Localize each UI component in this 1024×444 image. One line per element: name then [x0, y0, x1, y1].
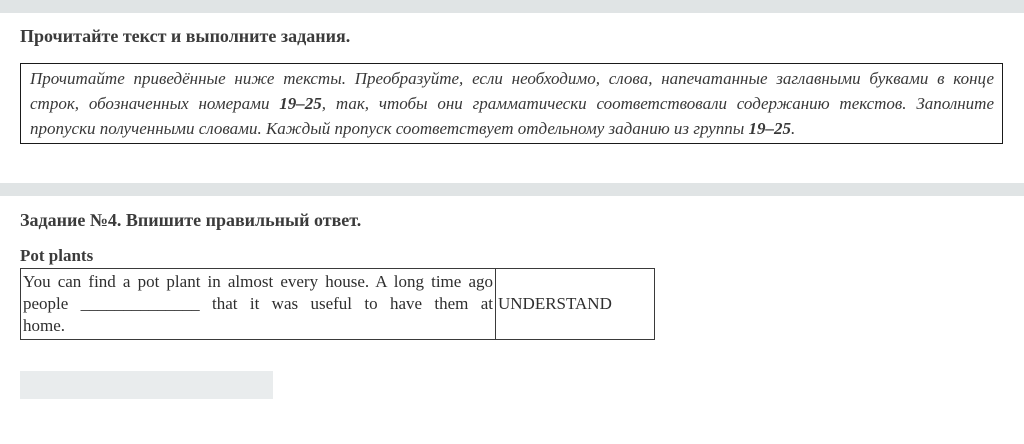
text-title: Pot plants	[20, 246, 94, 265]
task-section	[0, 211, 1024, 399]
instruction-line	[30, 116, 994, 141]
instruction-text: строк, обозначенных номерами	[30, 94, 280, 113]
section-heading: Прочитайте текст и выполните задания.	[20, 26, 351, 46]
top-divider-bar	[0, 0, 1024, 13]
task-text-line: home.	[23, 316, 66, 335]
section-divider-bar	[0, 183, 1024, 196]
instruction-text: , так, чтобы они грамматически соответствовали содержанию текстов. Заполните	[321, 94, 994, 113]
task-table	[20, 268, 655, 340]
instruction-text: .	[791, 119, 796, 138]
instruction-box	[20, 63, 1003, 144]
instruction-line	[30, 91, 994, 116]
task-range: 19–25	[279, 94, 322, 113]
task-text-cell	[21, 269, 496, 339]
task-range: 19–25	[748, 119, 792, 138]
task-text-line: people ______________ that it was useful to have them at	[23, 294, 493, 313]
task-heading: Задание №4. Впишите правильный ответ.	[20, 210, 362, 230]
instruction-text: пропуски полученными словами. Каждый пропуск соответствует отдельному заданию из группы	[30, 119, 749, 138]
reading-section	[0, 27, 1024, 144]
task-text-line: You can find a pot plant in almost every house. A long time ago	[23, 272, 493, 291]
instruction-line: Прочитайте приведённые ниже тексты. Преобразуйте, если необходимо, слова, напечатанные заглавными буквами в конце	[30, 69, 994, 88]
keyword-label: UNDERSTAND	[498, 294, 612, 313]
keyword-cell	[496, 269, 654, 339]
answer-input[interactable]	[20, 371, 273, 399]
